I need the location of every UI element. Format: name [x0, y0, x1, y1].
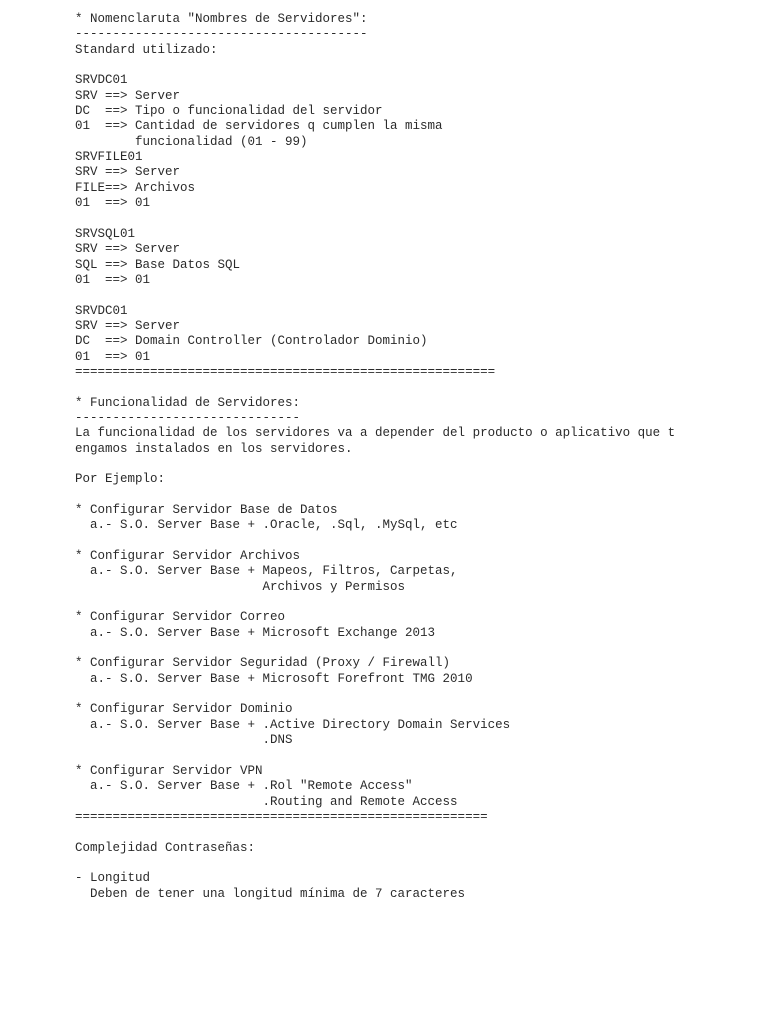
- blank-line: [75, 641, 755, 656]
- list-item: * Configurar Servidor Archivos: [75, 549, 301, 564]
- blank-line: [75, 288, 755, 303]
- list-item-detail: a.- S.O. Server Base + .Oracle, .Sql, .MySql, etc: [75, 518, 458, 533]
- server-name: SRVDC01: [75, 303, 128, 318]
- list-item: * Configurar Servidor Dominio: [75, 702, 293, 717]
- text-line: 01 ==> 01: [75, 272, 151, 287]
- section-separator: =======================================================: [75, 809, 488, 824]
- text-line: funcionalidad (01 - 99): [75, 134, 308, 149]
- text-line: La funcionalidad de los servidores va a depender del producto o aplicativo que t: [75, 426, 676, 441]
- text-document: [75, 12, 755, 902]
- blank-line: [75, 380, 755, 395]
- server-name: SRVFILE01: [75, 150, 143, 165]
- list-item: - Longitud: [75, 871, 151, 886]
- list-item-detail: a.- S.O. Server Base + Mapeos, Filtros, Carpetas,: [75, 564, 458, 579]
- text-line: FILE==> Archivos: [75, 180, 196, 195]
- blank-line: [75, 856, 755, 871]
- underline-rule: ------------------------------: [75, 410, 301, 425]
- heading-nomenclature: * Nomenclaruta "Nombres de Servidores":: [75, 12, 368, 26]
- text-line: DC ==> Tipo o funcionalidad del servidor: [75, 104, 383, 119]
- list-item-detail: a.- S.O. Server Base + .Rol "Remote Access": [75, 779, 413, 794]
- text-line: 01 ==> 01: [75, 349, 151, 364]
- text-line: Standard utilizado:: [75, 42, 218, 57]
- blank-line: [75, 211, 755, 226]
- list-item-detail: .DNS: [75, 733, 293, 748]
- server-name: SRVSQL01: [75, 226, 136, 241]
- list-item-detail: Archivos y Permisos: [75, 579, 406, 594]
- blank-line: [75, 488, 755, 503]
- blank-line: [75, 749, 755, 764]
- text-line: Por Ejemplo:: [75, 472, 166, 487]
- list-item: * Configurar Servidor Correo: [75, 610, 286, 625]
- list-item-detail: a.- S.O. Server Base + Microsoft Forefront TMG 2010: [75, 671, 473, 686]
- text-line: 01 ==> 01: [75, 196, 151, 211]
- blank-line: [75, 534, 755, 549]
- text-line: 01 ==> Cantidad de servidores q cumplen la misma: [75, 119, 443, 134]
- list-item-detail: a.- S.O. Server Base + Microsoft Exchange 2013: [75, 625, 436, 640]
- text-line: SRV ==> Server: [75, 242, 181, 257]
- list-item: * Configurar Servidor VPN: [75, 763, 263, 778]
- underline-rule: ---------------------------------------: [75, 27, 368, 42]
- text-line: engamos instalados en los servidores.: [75, 441, 353, 456]
- heading-funcionalidad: * Funcionalidad de Servidores:: [75, 395, 301, 410]
- text-line: SQL ==> Base Datos SQL: [75, 257, 241, 272]
- blank-line: [75, 58, 755, 73]
- text-line: SRV ==> Server: [75, 165, 181, 180]
- text-line: SRV ==> Server: [75, 88, 181, 103]
- list-item-detail: Deben de tener una longitud mínima de 7 caracteres: [75, 886, 466, 901]
- list-item-detail: a.- S.O. Server Base + .Active Directory Domain Services: [75, 717, 511, 732]
- blank-line: [75, 825, 755, 840]
- blank-line: [75, 687, 755, 702]
- heading-complejidad: Complejidad Contraseñas:: [75, 840, 256, 855]
- text-line: DC ==> Domain Controller (Controlador Dominio): [75, 334, 428, 349]
- list-item: * Configurar Servidor Base de Datos: [75, 503, 338, 517]
- blank-line: [75, 457, 755, 472]
- list-item-detail: .Routing and Remote Access: [75, 794, 458, 809]
- blank-line: [75, 595, 755, 610]
- server-name: SRVDC01: [75, 73, 128, 88]
- list-item: * Configurar Servidor Seguridad (Proxy / Firewall): [75, 656, 451, 671]
- text-line: SRV ==> Server: [75, 318, 181, 333]
- section-separator: ========================================================: [75, 364, 496, 379]
